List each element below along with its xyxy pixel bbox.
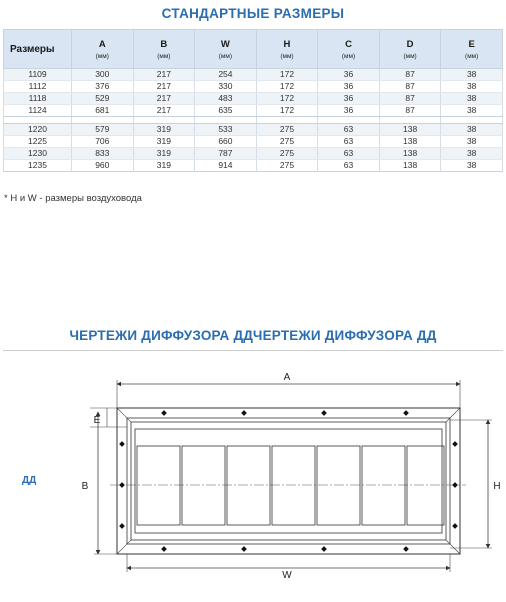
- value-cell: 217: [133, 105, 195, 117]
- value-cell: 63: [318, 160, 380, 172]
- louver-cell: [362, 446, 405, 525]
- table-row: [4, 160, 503, 172]
- header-c-unit: (мм): [341, 52, 356, 60]
- header-a-name: A: [98, 38, 106, 50]
- table-row: [4, 81, 503, 93]
- table-row: [4, 93, 503, 105]
- value-cell: 172: [256, 81, 318, 93]
- header-b-name: B: [160, 38, 168, 50]
- table-row: [4, 136, 503, 148]
- header-w: [195, 30, 257, 69]
- model-cell: 1225: [4, 136, 72, 148]
- header-b: [133, 30, 195, 69]
- spacer-cell: [379, 117, 441, 124]
- value-cell: 87: [379, 93, 441, 105]
- value-cell: 319: [133, 160, 195, 172]
- screw-hole: [403, 546, 409, 552]
- header-c-name: C: [345, 38, 352, 50]
- value-cell: 172: [256, 105, 318, 117]
- value-cell: 319: [133, 124, 195, 136]
- drawing-title: ЧЕРТЕЖИ ДИФФУЗОРА ДДЧЕРТЕЖИ ДИФФУЗОРА ДД: [69, 328, 437, 343]
- spacer-cell: [4, 117, 72, 124]
- value-cell: 38: [441, 148, 503, 160]
- value-cell: 914: [195, 160, 257, 172]
- value-cell: 217: [133, 81, 195, 93]
- value-cell: 681: [72, 105, 134, 117]
- value-cell: 483: [195, 93, 257, 105]
- value-cell: 217: [133, 93, 195, 105]
- value-cell: 87: [379, 69, 441, 81]
- table-row: [4, 69, 503, 81]
- diffuser-drawing: [0, 360, 506, 602]
- value-cell: 660: [195, 136, 257, 148]
- value-cell: 275: [256, 124, 318, 136]
- value-cell: 275: [256, 136, 318, 148]
- spacer-cell: [441, 117, 503, 124]
- dimension-e-label: E: [93, 415, 101, 426]
- header-h: [256, 30, 318, 69]
- header-c: [318, 30, 380, 69]
- header-h-name: H: [283, 38, 291, 50]
- value-cell: 254: [195, 69, 257, 81]
- value-cell: 36: [318, 93, 380, 105]
- header-sizes: Размеры: [4, 30, 72, 69]
- header-a-unit: (мм): [95, 52, 109, 60]
- value-cell: 36: [318, 69, 380, 81]
- screw-hole: [321, 410, 327, 416]
- model-cell: 1124: [4, 105, 72, 117]
- screw-hole: [161, 546, 167, 552]
- model-cell: 1109: [4, 69, 72, 81]
- corner-bevel-tl: [117, 408, 131, 422]
- corner-bevel-bl: [117, 540, 131, 554]
- table-group-spacer: [4, 117, 503, 124]
- table-header-row: [4, 30, 503, 69]
- value-cell: 787: [195, 148, 257, 160]
- value-cell: 38: [441, 124, 503, 136]
- value-cell: 38: [441, 69, 503, 81]
- value-cell: 217: [133, 69, 195, 81]
- inner-frame: [131, 422, 446, 540]
- screw-hole: [321, 546, 327, 552]
- value-cell: 138: [379, 148, 441, 160]
- model-cell: 1235: [4, 160, 72, 172]
- header-h-unit: (мм): [280, 52, 294, 60]
- dimension-w-label: W: [282, 570, 292, 581]
- value-cell: 63: [318, 124, 380, 136]
- screw-hole: [452, 523, 458, 529]
- value-cell: 38: [441, 105, 503, 117]
- value-cell: 172: [256, 69, 318, 81]
- header-w-name: W: [220, 38, 230, 50]
- value-cell: 38: [441, 160, 503, 172]
- screw-hole: [161, 410, 167, 416]
- spacer-cell: [256, 117, 318, 124]
- dimension-b-label: B: [81, 481, 89, 492]
- model-cell: 1118: [4, 93, 72, 105]
- header-w-unit: (мм): [218, 52, 233, 60]
- table-row: [4, 105, 503, 117]
- screw-hole: [241, 410, 247, 416]
- value-cell: 319: [133, 136, 195, 148]
- value-cell: 960: [72, 160, 134, 172]
- screw-hole: [403, 410, 409, 416]
- sizes-table: [3, 29, 503, 172]
- value-cell: 38: [441, 81, 503, 93]
- dimension-h-label: H: [493, 481, 501, 492]
- header-b-unit: (мм): [157, 52, 171, 60]
- header-d-unit: (мм): [403, 52, 417, 60]
- corner-bevel-br: [446, 540, 460, 554]
- louver-cell: [317, 446, 360, 525]
- value-cell: 275: [256, 148, 318, 160]
- spacer-cell: [195, 117, 257, 124]
- footnote: * H и W - размеры воздуховода: [4, 193, 142, 204]
- value-cell: 529: [72, 93, 134, 105]
- louver-grid: [137, 446, 444, 525]
- value-cell: 833: [72, 148, 134, 160]
- value-cell: 87: [379, 81, 441, 93]
- louver-cell: [272, 446, 315, 525]
- model-cell: 1230: [4, 148, 72, 160]
- value-cell: 138: [379, 160, 441, 172]
- header-e-name: E: [468, 38, 475, 50]
- value-cell: 579: [72, 124, 134, 136]
- spacer-cell: [133, 117, 195, 124]
- value-cell: 63: [318, 148, 380, 160]
- screw-hole: [241, 546, 247, 552]
- table-body: [4, 69, 503, 172]
- screw-hole: [119, 441, 125, 447]
- dimension-a-label: A: [283, 372, 291, 383]
- value-cell: 300: [72, 69, 134, 81]
- diffuser-type-label: ДД: [22, 475, 37, 486]
- header-e: [441, 30, 503, 69]
- header-e-unit: (мм): [465, 52, 479, 60]
- value-cell: 319: [133, 148, 195, 160]
- value-cell: 138: [379, 124, 441, 136]
- louver-cell: [137, 446, 180, 525]
- spacer-cell: [318, 117, 380, 124]
- louver-cell: [182, 446, 225, 525]
- page-title: СТАНДАРТНЫЕ РАЗМЕРЫ: [161, 6, 345, 21]
- value-cell: 38: [441, 93, 503, 105]
- header-a: [72, 30, 134, 69]
- value-cell: 172: [256, 93, 318, 105]
- value-cell: 87: [379, 105, 441, 117]
- spacer-cell: [72, 117, 134, 124]
- value-cell: 376: [72, 81, 134, 93]
- screw-hole: [119, 482, 125, 488]
- value-cell: 38: [441, 136, 503, 148]
- model-cell: 1112: [4, 81, 72, 93]
- screw-hole: [452, 482, 458, 488]
- header-d: [379, 30, 441, 69]
- value-cell: 36: [318, 81, 380, 93]
- value-cell: 533: [195, 124, 257, 136]
- value-cell: 275: [256, 160, 318, 172]
- value-cell: 635: [195, 105, 257, 117]
- louver-cell: [407, 446, 444, 525]
- table-row: [4, 148, 503, 160]
- value-cell: 706: [72, 136, 134, 148]
- value-cell: 330: [195, 81, 257, 93]
- screw-hole: [452, 441, 458, 447]
- louver-cell: [227, 446, 270, 525]
- outer-frame: [117, 408, 460, 554]
- screw-hole: [119, 523, 125, 529]
- header-d-name: D: [406, 38, 414, 50]
- value-cell: 63: [318, 136, 380, 148]
- core-frame: [135, 429, 442, 533]
- model-cell: 1220: [4, 124, 72, 136]
- table-row: [4, 124, 503, 136]
- value-cell: 138: [379, 136, 441, 148]
- value-cell: 36: [318, 105, 380, 117]
- divider: [3, 350, 503, 351]
